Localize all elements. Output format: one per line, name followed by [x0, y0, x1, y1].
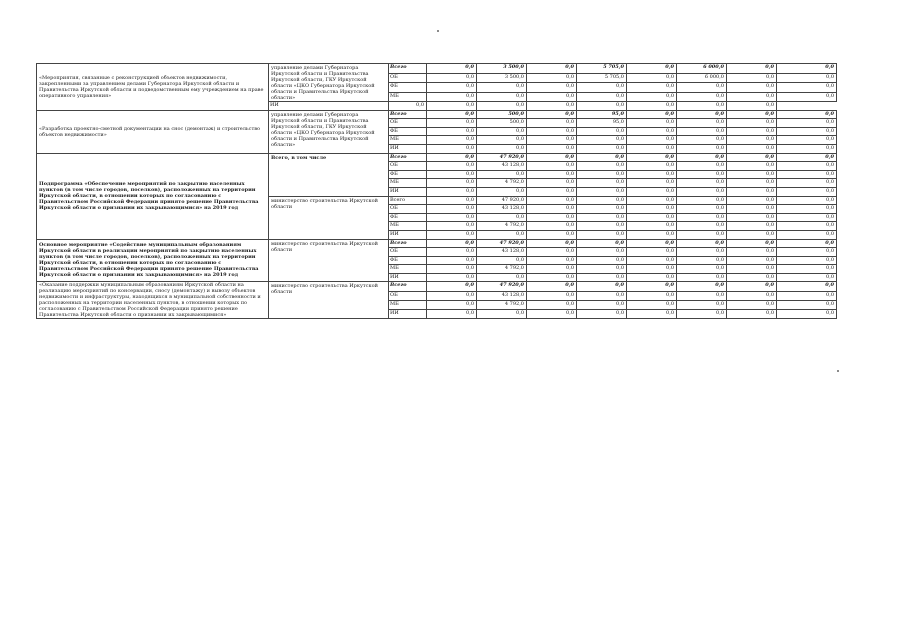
amount-cell: 0,0 — [577, 170, 627, 179]
amount-cell: 0,0 — [777, 170, 837, 179]
amount-cell: 0,0 — [577, 248, 627, 257]
amount-cell: 0,0 — [527, 127, 577, 136]
amount-cell: 0,0 — [427, 222, 477, 231]
amount-cell: 0,0 — [577, 230, 627, 239]
amount-cell: 0,0 — [527, 300, 577, 309]
amount-cell: 0,0 — [627, 73, 677, 83]
amount-cell: 0,0 — [427, 110, 477, 119]
amount-cell: 0,0 — [777, 119, 837, 128]
funding-source: ОБ — [389, 73, 427, 83]
amount-cell: 0,0 — [727, 291, 777, 300]
amount-cell: 0,0 — [627, 119, 677, 128]
amount-cell: 0,0 — [727, 230, 777, 239]
amount-cell: 0,0 — [627, 179, 677, 188]
amount-cell: 0,0 — [427, 248, 477, 257]
amount-cell: 0,0 — [627, 265, 677, 274]
amount-cell: 0,0 — [577, 222, 627, 231]
amount-cell: 0,0 — [527, 102, 577, 111]
amount-cell: 0,0 — [577, 127, 627, 136]
amount-cell: 0,0 — [677, 222, 727, 231]
amount-cell: 0,0 — [627, 273, 677, 282]
amount-cell: 0,0 — [577, 239, 627, 248]
amount-cell: 0,0 — [677, 248, 727, 257]
table-row — [37, 110, 837, 119]
amount-cell: 0,0 — [677, 196, 727, 205]
amount-cell: 0,0 — [427, 230, 477, 239]
amount-cell: 0,0 — [577, 83, 627, 93]
amount-cell: 0,0 — [427, 310, 477, 319]
amount-cell: 0,0 — [677, 92, 727, 102]
amount-cell: 0,0 — [577, 187, 627, 196]
amount-cell: 0,0 — [727, 170, 777, 179]
responsible-executor: министерство строительства Иркутской области — [269, 196, 389, 239]
amount-cell: 0,0 — [427, 64, 477, 74]
amount-cell: 0,0 — [577, 213, 627, 222]
amount-cell: 0,0 — [477, 310, 527, 319]
table-row — [37, 153, 837, 162]
amount-cell: 0,0 — [527, 153, 577, 162]
amount-cell: 0,0 — [577, 144, 627, 153]
amount-cell: 0,0 — [527, 136, 577, 145]
amount-cell: 6 000,0 — [677, 64, 727, 74]
amount-cell: 43 128,0 — [477, 291, 527, 300]
amount-cell: 0,0 — [527, 196, 577, 205]
amount-cell: 0,0 — [727, 265, 777, 274]
amount-cell: 0,0 — [727, 73, 777, 83]
amount-cell: 0,0 — [527, 239, 577, 248]
funding-source: Всего — [389, 64, 427, 74]
amount-cell: 0,0 — [677, 205, 727, 214]
amount-cell: 0,0 — [627, 102, 677, 111]
amount-cell: 0,0 — [727, 179, 777, 188]
amount-cell: 0,0 — [577, 92, 627, 102]
amount-cell: 0,0 — [677, 170, 727, 179]
amount-cell: 0,0 — [427, 83, 477, 93]
amount-cell: 0,0 — [777, 239, 837, 248]
amount-cell: 0,0 — [677, 179, 727, 188]
amount-cell: 0,0 — [727, 153, 777, 162]
amount-cell: 0,0 — [777, 291, 837, 300]
amount-cell: 0,0 — [727, 282, 777, 291]
table-row — [37, 282, 837, 291]
amount-cell: 0,0 — [527, 265, 577, 274]
amount-cell: 0,0 — [527, 187, 577, 196]
funding-source: ИИ — [389, 273, 427, 282]
amount-cell: 47 920,0 — [477, 196, 527, 205]
amount-cell: 0,0 — [477, 144, 527, 153]
funding-source: МБ — [389, 179, 427, 188]
amount-cell: 0,0 — [527, 110, 577, 119]
amount-cell: 0,0 — [627, 92, 677, 102]
amount-cell: 0,0 — [577, 282, 627, 291]
funding-source: ОБ — [389, 291, 427, 300]
amount-cell: 0,0 — [627, 291, 677, 300]
amount-cell: 0,0 — [727, 213, 777, 222]
activity-description: «Разработка проектно-сметной документации на снос (демонтаж) и строительство объектов недвижимости» — [37, 110, 269, 153]
amount-cell: 0,0 — [727, 310, 777, 319]
amount-cell: 0,0 — [627, 136, 677, 145]
amount-cell: 0,0 — [677, 83, 727, 93]
funding-source: ФБ — [389, 127, 427, 136]
funding-source: МБ — [389, 300, 427, 309]
amount-cell: 0,0 — [727, 83, 777, 93]
amount-cell: 0,0 — [777, 179, 837, 188]
amount-cell: 0,0 — [677, 136, 727, 145]
responsible-executor: министерство строительства Иркутской области — [269, 239, 389, 282]
amount-cell: 0,0 — [527, 256, 577, 265]
scan-speck — [837, 370, 839, 372]
amount-cell: 0,0 — [577, 265, 627, 274]
amount-cell: 5 705,0 — [577, 64, 627, 74]
funding-source: Всего — [389, 110, 427, 119]
amount-cell: 0,0 — [627, 213, 677, 222]
funding-source: ФБ — [389, 170, 427, 179]
amount-cell: 0,0 — [677, 213, 727, 222]
table-row — [37, 239, 837, 248]
amount-cell: 0,0 — [727, 119, 777, 128]
amount-cell: 0,0 — [527, 282, 577, 291]
amount-cell: 0,0 — [627, 170, 677, 179]
amount-cell: 0,0 — [777, 92, 837, 102]
amount-cell: 47 920,0 — [477, 153, 527, 162]
amount-cell: 0,0 — [677, 273, 727, 282]
amount-cell: 0,0 — [577, 102, 627, 111]
funding-source: ОБ — [389, 119, 427, 128]
amount-cell: 0,0 — [677, 144, 727, 153]
activity-description: «Мероприятия, связанные с реконструкцией объектов недвижимости, закрепленными за управлением делами Губернатора Иркутской области и Правительства Иркутской области и подведомственным ему учреждением на праве оперативного управления» — [37, 64, 269, 111]
amount-cell: 0,0 — [627, 144, 677, 153]
amount-cell: 0,0 — [477, 136, 527, 145]
amount-cell: 0,0 — [577, 300, 627, 309]
amount-cell: 0,0 — [677, 187, 727, 196]
amount-cell: 0,0 — [427, 239, 477, 248]
amount-cell: 0,0 — [527, 83, 577, 93]
amount-cell: 0,0 — [427, 162, 477, 171]
amount-cell: 0,0 — [577, 136, 627, 145]
amount-cell: 0,0 — [527, 179, 577, 188]
amount-cell: 0,0 — [527, 73, 577, 83]
amount-cell: 0,0 — [389, 102, 427, 111]
amount-cell: 0,0 — [527, 310, 577, 319]
responsible-executor: управление делами Губернатора Иркутской области и Правительства Иркутской области, ГКУ Иркутской области «ЦКО Губернатора Иркутской области и Правительства Иркутской области» — [269, 110, 389, 153]
amount-cell: 0,0 — [777, 310, 837, 319]
amount-cell: 0,0 — [777, 187, 837, 196]
funding-source: ИИ — [389, 310, 427, 319]
amount-cell: 0,0 — [577, 179, 627, 188]
amount-cell: 0,0 — [577, 162, 627, 171]
amount-cell: 0,0 — [527, 248, 577, 257]
amount-cell: 500,0 — [477, 119, 527, 128]
amount-cell: 0,0 — [677, 300, 727, 309]
funding-source: ФБ — [389, 213, 427, 222]
amount-cell: 0,0 — [427, 196, 477, 205]
amount-cell: 0,0 — [427, 102, 477, 111]
amount-cell: 0,0 — [777, 196, 837, 205]
responsible-executor: управление делами Губернатора Иркутской области и Правительства Иркутской области, ГКУ Иркутской области «ЦКО Губернатора Иркутской области и Правительства Иркутской области» — [269, 64, 389, 102]
amount-cell: 0,0 — [627, 110, 677, 119]
amount-cell: 0,0 — [577, 291, 627, 300]
amount-cell: 0,0 — [627, 205, 677, 214]
amount-cell: 0,0 — [727, 196, 777, 205]
amount-cell: 0,0 — [777, 205, 837, 214]
amount-cell: 0,0 — [527, 230, 577, 239]
amount-cell: 0,0 — [727, 64, 777, 74]
amount-cell: 0,0 — [427, 153, 477, 162]
amount-cell: 0,0 — [477, 230, 527, 239]
amount-cell: 0,0 — [577, 196, 627, 205]
responsible-executor: Всего, в том числе — [269, 153, 389, 196]
amount-cell: 0,0 — [727, 187, 777, 196]
table-row — [37, 64, 837, 74]
amount-cell: 0,0 — [777, 300, 837, 309]
amount-cell: 0,0 — [777, 222, 837, 231]
amount-cell: 0,0 — [577, 310, 627, 319]
amount-cell: 43 128,0 — [477, 248, 527, 257]
amount-cell: 0,0 — [677, 291, 727, 300]
amount-cell: 0,0 — [477, 92, 527, 102]
amount-cell: 0,0 — [427, 282, 477, 291]
amount-cell: 0,0 — [427, 291, 477, 300]
amount-cell: 0,0 — [427, 273, 477, 282]
funding-source: ОБ — [389, 248, 427, 257]
amount-cell: 0,0 — [727, 102, 777, 111]
amount-cell: 0,0 — [627, 282, 677, 291]
activity-description: Основное мероприятие «Содействие муниципальным образованиям Иркутской области в реализации мероприятий по закрытию населенных пунктов (в том числе городов, поселков), расположенных на территории Иркутской области, в отношении которых по согласованию с Правительством Российской Федерации принято решение Правительства Иркутской области о признании их закрывающимися» на 2019 год — [37, 239, 269, 282]
amount-cell: 0,0 — [477, 127, 527, 136]
amount-cell: 0,0 — [627, 300, 677, 309]
amount-cell: 0,0 — [727, 136, 777, 145]
amount-cell: 4 792,0 — [477, 179, 527, 188]
amount-cell: 0,0 — [427, 170, 477, 179]
amount-cell: 0,0 — [677, 256, 727, 265]
amount-cell: 95,0 — [577, 119, 627, 128]
amount-cell: 0,0 — [727, 144, 777, 153]
amount-cell: 0,0 — [527, 64, 577, 74]
amount-cell: 4 792,0 — [477, 300, 527, 309]
amount-cell: 500,0 — [477, 110, 527, 119]
scan-speck — [437, 30, 439, 32]
amount-cell: 0,0 — [477, 213, 527, 222]
amount-cell: 0,0 — [527, 170, 577, 179]
amount-cell: 0,0 — [777, 256, 837, 265]
responsible-executor: министерство строительства Иркутской области — [269, 282, 389, 319]
funding-source: МБ — [389, 222, 427, 231]
amount-cell: 0,0 — [477, 256, 527, 265]
amount-cell: 0,0 — [477, 273, 527, 282]
funding-source: Всего — [389, 196, 427, 205]
amount-cell: 4 792,0 — [477, 265, 527, 274]
amount-cell: 0,0 — [577, 205, 627, 214]
amount-cell: 0,0 — [777, 213, 837, 222]
amount-cell: 0,0 — [727, 162, 777, 171]
amount-cell: 0,0 — [427, 179, 477, 188]
amount-cell: 0,0 — [727, 256, 777, 265]
funding-source: ОБ — [389, 162, 427, 171]
amount-cell: 0,0 — [427, 92, 477, 102]
funding-source: ФБ — [389, 83, 427, 93]
amount-cell: 0,0 — [427, 136, 477, 145]
amount-cell: 0,0 — [677, 110, 727, 119]
amount-cell: 0,0 — [677, 282, 727, 291]
amount-cell: 0,0 — [527, 205, 577, 214]
amount-cell: 95,0 — [577, 110, 627, 119]
amount-cell: 0,0 — [677, 265, 727, 274]
amount-cell: 0,0 — [627, 64, 677, 74]
amount-cell: 0,0 — [527, 144, 577, 153]
amount-cell: 0,0 — [777, 144, 837, 153]
funding-source: ИИ — [389, 187, 427, 196]
amount-cell: 0,0 — [427, 73, 477, 83]
amount-cell: 0,0 — [727, 205, 777, 214]
funding-source: ОБ — [389, 205, 427, 214]
funding-source: МБ — [389, 92, 427, 102]
amount-cell: 0,0 — [777, 110, 837, 119]
funding-source: ФБ — [389, 256, 427, 265]
amount-cell: 0,0 — [527, 92, 577, 102]
amount-cell: 0,0 — [727, 222, 777, 231]
activity-description: «Оказание поддержки муниципальным образованиям Иркутской области на реализацию мероприятий по консервации, сносу (демонтажу) и вывозу объектов недвижимости и инфраструктуры, находящихся в муниципальной собственности и расположенных на территории населенных пунктов, в отношении которых по согласованию с Правительством Российской Федерации принято решение Правительства Иркутской области о признании их закрывающимися» — [37, 282, 269, 319]
amount-cell: 0,0 — [627, 256, 677, 265]
amount-cell: 0,0 — [677, 162, 727, 171]
amount-cell: 0,0 — [727, 110, 777, 119]
amount-cell: 0,0 — [427, 119, 477, 128]
amount-cell: 0,0 — [577, 153, 627, 162]
amount-cell: 0,0 — [627, 83, 677, 93]
amount-cell: 47 920,0 — [477, 239, 527, 248]
amount-cell: 0,0 — [727, 127, 777, 136]
funding-source: ИИ — [269, 102, 389, 111]
amount-cell: 0,0 — [777, 248, 837, 257]
amount-cell: 0,0 — [627, 239, 677, 248]
amount-cell: 0,0 — [777, 162, 837, 171]
amount-cell: 0,0 — [427, 205, 477, 214]
amount-cell: 0,0 — [677, 102, 727, 111]
amount-cell: 0,0 — [627, 310, 677, 319]
amount-cell: 4 792,0 — [477, 222, 527, 231]
amount-cell: 0,0 — [677, 239, 727, 248]
funding-source: МБ — [389, 265, 427, 274]
amount-cell: 0,0 — [627, 248, 677, 257]
amount-cell: 0,0 — [427, 144, 477, 153]
amount-cell: 0,0 — [627, 230, 677, 239]
activity-description: Подпрограмма «Обеспечение мероприятий по закрытию населенных пунктов (в том числе городов, поселков), расположенных на территории Иркутской области, в отношении которых по согласованию с Правительством Российской Федерации принято решение Правительства Иркутской области о признании их закрывающимися» на 2019 год — [37, 153, 269, 239]
amount-cell: 5 705,0 — [577, 73, 627, 83]
amount-cell: 0,0 — [677, 230, 727, 239]
amount-cell: 0,0 — [427, 256, 477, 265]
amount-cell: 0,0 — [577, 273, 627, 282]
amount-cell: 0,0 — [477, 170, 527, 179]
amount-cell: 43 128,0 — [477, 162, 527, 171]
amount-cell: 0,0 — [427, 127, 477, 136]
amount-cell: 0,0 — [677, 310, 727, 319]
amount-cell: 0,0 — [427, 300, 477, 309]
amount-cell: 0,0 — [777, 83, 837, 93]
amount-cell: 0,0 — [777, 230, 837, 239]
amount-cell: 0,0 — [777, 282, 837, 291]
amount-cell: 0,0 — [677, 127, 727, 136]
amount-cell: 0,0 — [677, 153, 727, 162]
amount-cell: 0,0 — [777, 127, 837, 136]
funding-source: ИИ — [389, 230, 427, 239]
amount-cell: 0,0 — [727, 92, 777, 102]
amount-cell: 0,0 — [427, 187, 477, 196]
funding-source: ИИ — [389, 144, 427, 153]
amount-cell: 0,0 — [727, 248, 777, 257]
amount-cell: 0,0 — [577, 256, 627, 265]
amount-cell: 0,0 — [777, 73, 837, 83]
funding-source: Всего — [389, 282, 427, 291]
amount-cell: 3 500,0 — [477, 64, 527, 74]
amount-cell: 6 000,0 — [677, 73, 727, 83]
funding-source: МБ — [389, 136, 427, 145]
amount-cell: 0,0 — [627, 222, 677, 231]
amount-cell: 0,0 — [627, 196, 677, 205]
amount-cell: 0,0 — [727, 300, 777, 309]
amount-cell: 0,0 — [477, 102, 527, 111]
table-body — [37, 64, 837, 319]
amount-cell: 0,0 — [627, 127, 677, 136]
amount-cell: 0,0 — [627, 187, 677, 196]
amount-cell: 0,0 — [527, 291, 577, 300]
amount-cell: 0,0 — [527, 213, 577, 222]
amount-cell: 0,0 — [777, 153, 837, 162]
amount-cell: 0,0 — [427, 265, 477, 274]
amount-cell: 0,0 — [527, 162, 577, 171]
amount-cell: 0,0 — [777, 64, 837, 74]
amount-cell: 0,0 — [777, 265, 837, 274]
amount-cell: 0,0 — [627, 162, 677, 171]
funding-source: Всего — [389, 239, 427, 248]
funding-source: Всего — [389, 153, 427, 162]
amount-cell: 0,0 — [777, 136, 837, 145]
amount-cell: 0,0 — [477, 83, 527, 93]
amount-cell: 0,0 — [527, 119, 577, 128]
amount-cell: 0,0 — [677, 119, 727, 128]
amount-cell: 0,0 — [477, 187, 527, 196]
funding-table — [36, 63, 837, 319]
amount-cell: 0,0 — [627, 153, 677, 162]
amount-cell: 0,0 — [427, 213, 477, 222]
amount-cell: 43 128,0 — [477, 205, 527, 214]
amount-cell: 0,0 — [777, 273, 837, 282]
amount-cell: 47 920,0 — [477, 282, 527, 291]
amount-cell: 3 500,0 — [477, 73, 527, 83]
amount-cell: 0,0 — [527, 273, 577, 282]
amount-cell: 0,0 — [727, 239, 777, 248]
amount-cell: 0,0 — [727, 273, 777, 282]
amount-cell: 0,0 — [527, 222, 577, 231]
